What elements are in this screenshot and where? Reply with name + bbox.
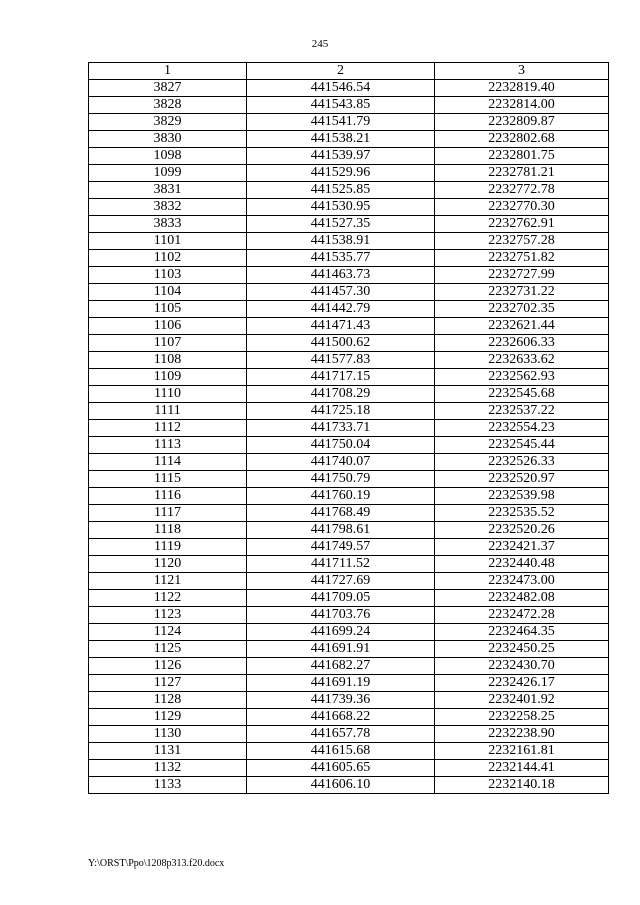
x-coordinate-cell: 441733.71 <box>247 420 435 437</box>
point-number-cell: 3827 <box>89 80 247 97</box>
point-number-cell: 1122 <box>89 590 247 607</box>
point-number-cell: 1118 <box>89 522 247 539</box>
y-coordinate-cell: 2232606.33 <box>435 335 609 352</box>
table-row <box>89 250 609 267</box>
point-number-cell: 1109 <box>89 369 247 386</box>
x-coordinate-cell: 441541.79 <box>247 114 435 131</box>
y-coordinate-cell: 2232520.26 <box>435 522 609 539</box>
point-number-cell: 1120 <box>89 556 247 573</box>
point-number-cell: 1099 <box>89 165 247 182</box>
table-header <box>89 63 609 80</box>
y-coordinate-cell: 2232526.33 <box>435 454 609 471</box>
x-coordinate-cell: 441546.54 <box>247 80 435 97</box>
table-row <box>89 199 609 216</box>
point-number-cell: 1131 <box>89 743 247 760</box>
y-coordinate-cell: 2232633.62 <box>435 352 609 369</box>
table-row <box>89 539 609 556</box>
y-coordinate-cell: 2232621.44 <box>435 318 609 335</box>
table-row <box>89 522 609 539</box>
x-coordinate-cell: 441535.77 <box>247 250 435 267</box>
table-row <box>89 573 609 590</box>
y-coordinate-cell: 2232238.90 <box>435 726 609 743</box>
footer-file-path: Y:\ORST\Ppo\1208p313.f20.docx <box>88 858 225 869</box>
x-coordinate-cell: 441539.97 <box>247 148 435 165</box>
y-coordinate-cell: 2232802.68 <box>435 131 609 148</box>
coordinates-table <box>88 62 609 794</box>
table-row <box>89 233 609 250</box>
x-coordinate-cell: 441750.79 <box>247 471 435 488</box>
point-number-cell: 1123 <box>89 607 247 624</box>
point-number-cell: 1110 <box>89 386 247 403</box>
table-row <box>89 505 609 522</box>
table-row <box>89 641 609 658</box>
table-row <box>89 454 609 471</box>
y-coordinate-cell: 2232562.93 <box>435 369 609 386</box>
y-coordinate-cell: 2232539.98 <box>435 488 609 505</box>
x-coordinate-cell: 441538.91 <box>247 233 435 250</box>
y-coordinate-cell: 2232426.17 <box>435 675 609 692</box>
point-number-cell: 1105 <box>89 301 247 318</box>
point-number-cell: 1132 <box>89 760 247 777</box>
x-coordinate-cell: 441798.61 <box>247 522 435 539</box>
y-coordinate-cell: 2232772.78 <box>435 182 609 199</box>
column-header-2: 2 <box>247 63 435 80</box>
y-coordinate-cell: 2232757.28 <box>435 233 609 250</box>
y-coordinate-cell: 2232421.37 <box>435 539 609 556</box>
y-coordinate-cell: 2232440.48 <box>435 556 609 573</box>
x-coordinate-cell: 441711.52 <box>247 556 435 573</box>
point-number-cell: 1116 <box>89 488 247 505</box>
point-number-cell: 1101 <box>89 233 247 250</box>
table-row <box>89 471 609 488</box>
table-body <box>89 80 609 794</box>
x-coordinate-cell: 441708.29 <box>247 386 435 403</box>
x-coordinate-cell: 441530.95 <box>247 199 435 216</box>
table-row <box>89 403 609 420</box>
point-number-cell: 1114 <box>89 454 247 471</box>
x-coordinate-cell: 441529.96 <box>247 165 435 182</box>
point-number-cell: 1128 <box>89 692 247 709</box>
table-row <box>89 97 609 114</box>
point-number-cell: 3830 <box>89 131 247 148</box>
table-row <box>89 369 609 386</box>
point-number-cell: 1112 <box>89 420 247 437</box>
x-coordinate-cell: 441442.79 <box>247 301 435 318</box>
table-row <box>89 148 609 165</box>
x-coordinate-cell: 441768.49 <box>247 505 435 522</box>
table-row <box>89 556 609 573</box>
y-coordinate-cell: 2232814.00 <box>435 97 609 114</box>
point-number-cell: 1119 <box>89 539 247 556</box>
x-coordinate-cell: 441606.10 <box>247 777 435 794</box>
x-coordinate-cell: 441657.78 <box>247 726 435 743</box>
y-coordinate-cell: 2232781.21 <box>435 165 609 182</box>
table-row <box>89 165 609 182</box>
y-coordinate-cell: 2232545.68 <box>435 386 609 403</box>
x-coordinate-cell: 441500.62 <box>247 335 435 352</box>
column-header-3: 3 <box>435 63 609 80</box>
x-coordinate-cell: 441471.43 <box>247 318 435 335</box>
y-coordinate-cell: 2232819.40 <box>435 80 609 97</box>
y-coordinate-cell: 2232762.91 <box>435 216 609 233</box>
y-coordinate-cell: 2232554.23 <box>435 420 609 437</box>
point-number-cell: 1113 <box>89 437 247 454</box>
x-coordinate-cell: 441727.69 <box>247 573 435 590</box>
point-number-cell: 1103 <box>89 267 247 284</box>
table-row <box>89 743 609 760</box>
table-row <box>89 777 609 794</box>
point-number-cell: 1107 <box>89 335 247 352</box>
point-number-cell: 1124 <box>89 624 247 641</box>
x-coordinate-cell: 441699.24 <box>247 624 435 641</box>
x-coordinate-cell: 441527.35 <box>247 216 435 233</box>
point-number-cell: 3833 <box>89 216 247 233</box>
y-coordinate-cell: 2232727.99 <box>435 267 609 284</box>
y-coordinate-cell: 2232258.25 <box>435 709 609 726</box>
x-coordinate-cell: 441577.83 <box>247 352 435 369</box>
page-number: 245 <box>311 38 329 50</box>
table-row <box>89 658 609 675</box>
point-number-cell: 1126 <box>89 658 247 675</box>
x-coordinate-cell: 441615.68 <box>247 743 435 760</box>
point-number-cell: 1104 <box>89 284 247 301</box>
x-coordinate-cell: 441725.18 <box>247 403 435 420</box>
x-coordinate-cell: 441538.21 <box>247 131 435 148</box>
table-row <box>89 488 609 505</box>
y-coordinate-cell: 2232809.87 <box>435 114 609 131</box>
table-row <box>89 267 609 284</box>
table-row <box>89 437 609 454</box>
y-coordinate-cell: 2232537.22 <box>435 403 609 420</box>
table-row <box>89 335 609 352</box>
point-number-cell: 1129 <box>89 709 247 726</box>
point-number-cell: 1133 <box>89 777 247 794</box>
table-row <box>89 386 609 403</box>
point-number-cell: 3829 <box>89 114 247 131</box>
table-row <box>89 709 609 726</box>
y-coordinate-cell: 2232801.75 <box>435 148 609 165</box>
point-number-cell: 3831 <box>89 182 247 199</box>
table-row <box>89 675 609 692</box>
y-coordinate-cell: 2232702.35 <box>435 301 609 318</box>
x-coordinate-cell: 441691.19 <box>247 675 435 692</box>
x-coordinate-cell: 441717.15 <box>247 369 435 386</box>
x-coordinate-cell: 441525.85 <box>247 182 435 199</box>
y-coordinate-cell: 2232770.30 <box>435 199 609 216</box>
table-row <box>89 760 609 777</box>
table-row <box>89 301 609 318</box>
point-number-cell: 1130 <box>89 726 247 743</box>
x-coordinate-cell: 441668.22 <box>247 709 435 726</box>
y-coordinate-cell: 2232450.25 <box>435 641 609 658</box>
table-row <box>89 182 609 199</box>
table-row <box>89 692 609 709</box>
table-row <box>89 352 609 369</box>
x-coordinate-cell: 441605.65 <box>247 760 435 777</box>
point-number-cell: 3828 <box>89 97 247 114</box>
table-row <box>89 284 609 301</box>
y-coordinate-cell: 2232144.41 <box>435 760 609 777</box>
table-row <box>89 216 609 233</box>
y-coordinate-cell: 2232482.08 <box>435 590 609 607</box>
x-coordinate-cell: 441691.91 <box>247 641 435 658</box>
y-coordinate-cell: 2232751.82 <box>435 250 609 267</box>
x-coordinate-cell: 441543.85 <box>247 97 435 114</box>
y-coordinate-cell: 2232535.52 <box>435 505 609 522</box>
x-coordinate-cell: 441457.30 <box>247 284 435 301</box>
y-coordinate-cell: 2232140.18 <box>435 777 609 794</box>
point-number-cell: 1121 <box>89 573 247 590</box>
x-coordinate-cell: 441749.57 <box>247 539 435 556</box>
column-header-1: 1 <box>89 63 247 80</box>
x-coordinate-cell: 441682.27 <box>247 658 435 675</box>
y-coordinate-cell: 2232161.81 <box>435 743 609 760</box>
y-coordinate-cell: 2232545.44 <box>435 437 609 454</box>
table-row <box>89 131 609 148</box>
table-row <box>89 80 609 97</box>
y-coordinate-cell: 2232430.70 <box>435 658 609 675</box>
point-number-cell: 1102 <box>89 250 247 267</box>
point-number-cell: 1106 <box>89 318 247 335</box>
x-coordinate-cell: 441463.73 <box>247 267 435 284</box>
x-coordinate-cell: 441703.76 <box>247 607 435 624</box>
y-coordinate-cell: 2232731.22 <box>435 284 609 301</box>
x-coordinate-cell: 441739.36 <box>247 692 435 709</box>
point-number-cell: 1115 <box>89 471 247 488</box>
table-row <box>89 114 609 131</box>
x-coordinate-cell: 441760.19 <box>247 488 435 505</box>
table-row <box>89 726 609 743</box>
table-row <box>89 607 609 624</box>
table-row <box>89 590 609 607</box>
point-number-cell: 1111 <box>89 403 247 420</box>
point-number-cell: 1125 <box>89 641 247 658</box>
y-coordinate-cell: 2232472.28 <box>435 607 609 624</box>
point-number-cell: 3832 <box>89 199 247 216</box>
y-coordinate-cell: 2232473.00 <box>435 573 609 590</box>
point-number-cell: 1098 <box>89 148 247 165</box>
table-header-row <box>89 63 609 80</box>
point-number-cell: 1108 <box>89 352 247 369</box>
point-number-cell: 1117 <box>89 505 247 522</box>
x-coordinate-cell: 441709.05 <box>247 590 435 607</box>
y-coordinate-cell: 2232464.35 <box>435 624 609 641</box>
point-number-cell: 1127 <box>89 675 247 692</box>
table-row <box>89 624 609 641</box>
table-row <box>89 318 609 335</box>
table-row <box>89 420 609 437</box>
x-coordinate-cell: 441740.07 <box>247 454 435 471</box>
x-coordinate-cell: 441750.04 <box>247 437 435 454</box>
y-coordinate-cell: 2232520.97 <box>435 471 609 488</box>
y-coordinate-cell: 2232401.92 <box>435 692 609 709</box>
